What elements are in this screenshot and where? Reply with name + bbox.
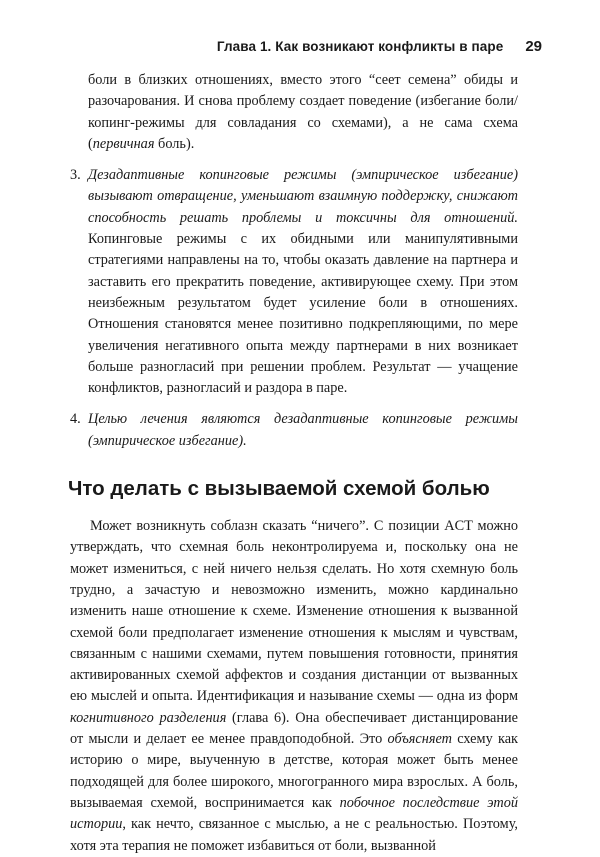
list-item [70,165,518,399]
section-paragraph [70,516,518,857]
list-number: 4. [70,411,81,428]
running-header [58,38,542,55]
text-run: , как нечто, связанное с мыслью, а не с реальностью. Поэтому, хотя эта терапия не поможет избавиться от боли, вызванной [70,816,518,854]
text-run: схему как историю о мире, выученную в детстве, которая может быть менее подходящей для более широкого, многогранного мира взрослых. А боль, вызываемая схемой, воспринимается как [70,731,518,811]
list-item [70,409,518,452]
italic-statement: Дезадаптивные копинговые режимы (эмпирическое избегание) вызывают отвращение, уменьшают взаимную поддержку, снижают способность решать проблемы и токсичны для отношений. [88,167,518,226]
italic-term: побочное последствие этой истории [70,794,518,833]
chapter-title: Глава 1. Как возникают конфликты в паре [216,39,504,54]
page-body [70,70,518,857]
italic-term: первичная [92,135,155,152]
italic-term: объясняет [387,731,452,748]
text-run: (глава 6). Она обеспечивает дистанцирование от мысли и делает ее менее правдоподобной. Это [70,709,518,748]
list-text: Копинговые режимы с их обидными или манипулятивными стратегиями направлены на то, чтобы оказать давление на партнера и заставить его прекратить поведение, активирующее схему. При этом неизбежным результатом будет усиление боли в отношениях. Отношения становятся менее позитивно подкрепляющими, по мере увеличения негативного опыта между партнерами в них возникает больше разногласий при решении проблем. Результат — учащение конфликтов, разногласий и раздора в паре. [88,231,518,397]
text-run: Может возникнуть соблазн сказать “ничего”. С позиции ACT можно утверждать, что схемная боль неконтролируема и, поскольку она не может измениться, с ней ничего нельзя сделать. Но хотя схемную боль трудно, а зачастую и невозможно изменить, можно кардинально изменить наше отношение к схеме. Изменение отношения к вызванной схемой боли предполагает изменение отношения к мыслям и чувствам, связанным с нашими схемами, путем повышения готовности, принятия активированных схемой аффектов и создания дистанции от вызванных ею мыслей и опыта. Идентификация и называние схемы — одна из форм [70,518,518,705]
italic-term: когнитивного разделения [70,709,227,726]
text-run: боли в близких отношениях, вместо этого “сеет семена” обиды и разочарования. И снова проблему создает поведение (избегание боли/ копинг-режимы для совладания со схемами), а не сама схема ( [88,72,518,152]
text-run: боль). [154,135,195,152]
section-heading: Что делать с вызываемой схемой болью [68,477,490,501]
italic-statement: Целью лечения являются дезадаптивные копинговые режимы (эмпирическое избегание). [88,411,518,449]
list-number: 3. [70,167,81,184]
continued-paragraph [70,70,518,155]
page-number: 29 [525,38,542,55]
